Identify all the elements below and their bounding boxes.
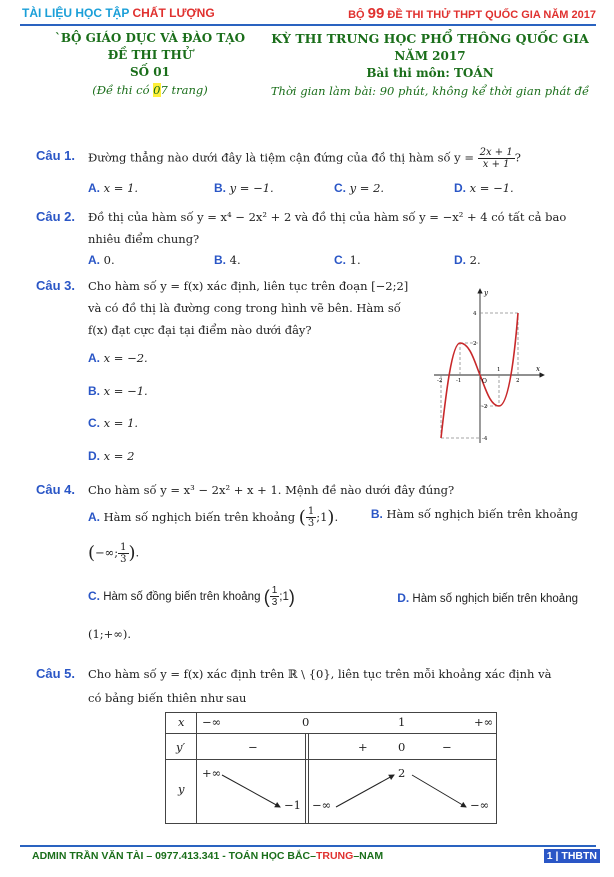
- question-2-label: Câu 2.: [36, 209, 76, 224]
- question-4-label: Câu 4.: [36, 482, 76, 497]
- question-3-label: Câu 3.: [36, 278, 76, 293]
- y-value: −∞: [312, 798, 332, 812]
- option-c[interactable]: C. 1.: [334, 253, 361, 267]
- variation-table: [165, 712, 497, 824]
- option-c[interactable]: C. Hàm số đồng biến trên khoảng ( $\frac{1}{3}$ ;1): [88, 585, 295, 608]
- header-left-accent: CHẤT LƯỢNG: [132, 6, 215, 20]
- question-4-options-cd: [88, 585, 578, 619]
- tick-label: 2: [473, 341, 477, 347]
- org-block: [40, 31, 260, 97]
- question-5-label: Câu 5.: [36, 666, 76, 681]
- yp-sign: −: [442, 740, 452, 754]
- table-x-label: x: [178, 715, 185, 729]
- exam-year: NĂM 2017: [394, 49, 466, 63]
- footer-divider: [20, 845, 596, 847]
- y-value: −1: [284, 798, 301, 812]
- x-value: −∞: [202, 715, 222, 729]
- header-left: [22, 6, 215, 20]
- option-b[interactable]: B. Hàm số nghịch biến trên khoảng: [370, 507, 578, 521]
- option-d[interactable]: D. 2.: [454, 253, 481, 267]
- y-value: +∞: [202, 766, 222, 780]
- ministry-name: `BỘ GIÁO DỤC VÀ ĐÀO TẠO: [54, 31, 246, 45]
- y-value: 2: [398, 766, 406, 780]
- yp-sign: +: [358, 740, 368, 754]
- header-right-pre: BỘ: [348, 9, 365, 21]
- option-d-interval: (1;+∞).: [88, 627, 132, 641]
- header-divider: [20, 24, 596, 26]
- footer-text: ADMIN TRẦN VĂN TÀI – 0977.413.341 - TOÁN HỌC BẮC–TRUNG–NAM: [32, 850, 384, 862]
- exam-type: ĐỀ THI THỬ: [107, 48, 193, 62]
- axis-x-label: x: [536, 365, 540, 373]
- option-d[interactable]: D. x = −1.: [454, 181, 514, 195]
- option-a[interactable]: A. x = 1.: [88, 181, 139, 195]
- question-4-options-ab: [88, 506, 578, 540]
- option-c[interactable]: C. y = 2.: [334, 181, 385, 195]
- header-right-post: ĐỀ THI THỬ THPT QUỐC GIA NĂM 2017: [387, 9, 596, 21]
- tick-label: -2: [437, 378, 443, 384]
- origin-label: O: [482, 378, 487, 385]
- exam-number: SỐ 01: [130, 65, 170, 79]
- page-number: 1 | THBTN: [544, 849, 600, 863]
- x-value: 0: [302, 715, 310, 729]
- tick-label: -2: [482, 404, 488, 410]
- question-4-text: Cho hàm số y = x³ − 2x² + x + 1. Mệnh đề nào dưới đây đúng?: [88, 483, 455, 497]
- option-b[interactable]: B. 4.: [214, 253, 241, 267]
- table-y-label: y: [178, 782, 185, 796]
- question-1-label: Câu 1.: [36, 148, 76, 163]
- question-3-option-b[interactable]: B. x = −1.: [88, 384, 148, 398]
- question-3-option-a[interactable]: A. x = −2.: [88, 351, 148, 365]
- yp-sign: −: [248, 740, 258, 754]
- option-d[interactable]: D. Hàm số nghịch biến trên khoảng: [397, 591, 578, 605]
- question-5-text: Cho hàm số y = f(x) xác định trên ℝ \ {0}, liên tục trên mỗi khoảng xác định và có bảng biến thiên như sau: [88, 667, 552, 705]
- axis-y-label: y: [484, 289, 488, 297]
- page-count: (Đề thi có 07 trang): [92, 83, 208, 97]
- option-b[interactable]: B. y = −1.: [214, 181, 274, 195]
- table-yp-label: y′: [176, 740, 186, 754]
- header-right-num: 99: [367, 5, 385, 22]
- tick-label: -4: [482, 436, 488, 442]
- y-value: −∞: [470, 798, 490, 812]
- x-value: +∞: [474, 715, 494, 729]
- exam-subject: Bài thi môn: TOÁN: [366, 66, 494, 80]
- exam-name: KỲ THI TRUNG HỌC PHỔ THÔNG QUỐC GIA: [271, 31, 589, 46]
- yp-sign: 0: [398, 740, 406, 754]
- function-graph: [430, 283, 550, 448]
- tick-label: 4: [473, 311, 477, 317]
- tick-label: 1: [497, 367, 501, 373]
- option-a[interactable]: A. 0.: [88, 253, 115, 267]
- variation-arrows: [166, 759, 496, 823]
- question-3-option-c[interactable]: C. x = 1.: [88, 416, 139, 430]
- question-3-text: Cho hàm số y = f(x) xác định, liên tục trên đoạn [−2;2] và có đồ thị là đường cong trong hình vẽ bên. Hàm số f(x) đạt cực đại tại điểm nào dưới đây?: [88, 279, 409, 337]
- exam-block: [270, 31, 590, 98]
- tick-label: 2: [516, 378, 520, 384]
- question-3-option-d[interactable]: D. x = 2: [88, 449, 135, 463]
- option-b-interval: (−∞; $\frac{1}{3}$ ).: [88, 542, 140, 565]
- curve: [441, 313, 518, 438]
- question-1-text: Đường thẳng nào dưới đây là tiệm cận đứng của đồ thị hàm số y = $\frac{2x + 1}{x + 1}$ ?: [88, 147, 521, 170]
- tick-label: -1: [456, 378, 462, 384]
- question-2-text: Đồ thị của hàm số y = x⁴ − 2x² + 2 và đồ thị của hàm số y = −x² + 4 có tất cả bao nhiêu điểm chung?: [88, 210, 567, 246]
- header-left-main: TÀI LIỆU HỌC TẬP: [22, 6, 130, 20]
- exam-time: Thời gian làm bài: 90 phút, không kể thời gian phát đề: [270, 84, 590, 98]
- header-right: [348, 5, 596, 22]
- x-value: 1: [398, 715, 406, 729]
- option-a[interactable]: A. Hàm số nghịch biến trên khoảng ( $\frac{1}{3}$ ;1).: [88, 506, 339, 529]
